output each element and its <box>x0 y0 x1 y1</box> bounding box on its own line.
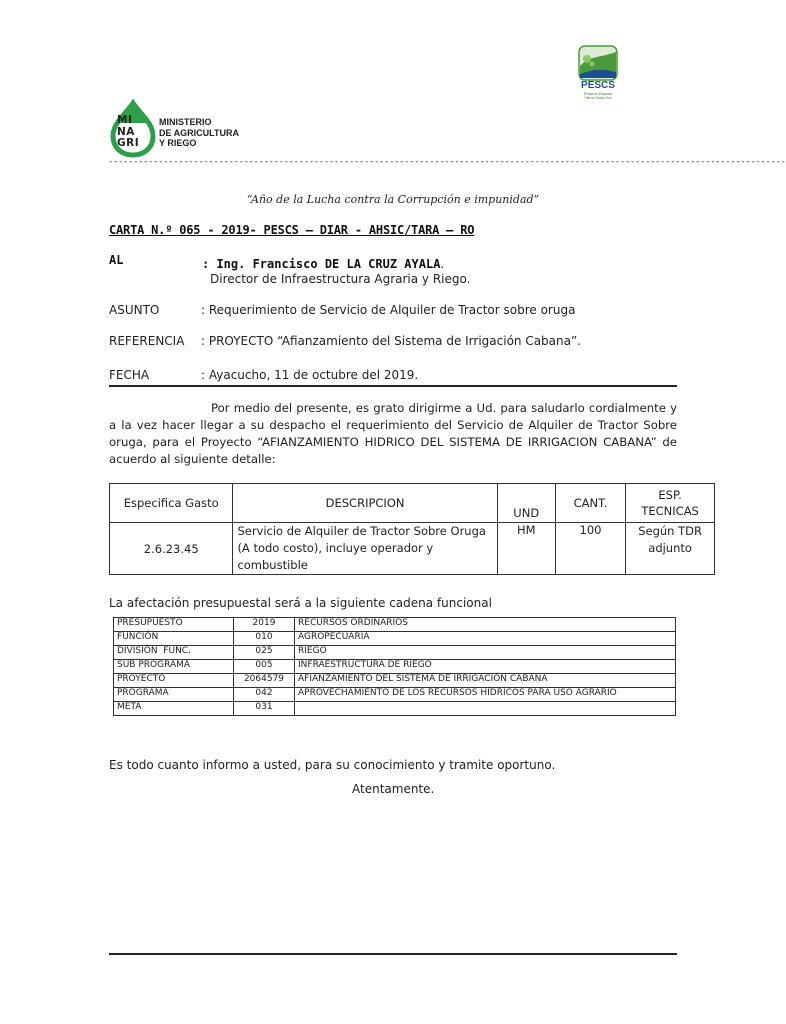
func-code: 025 <box>234 646 295 660</box>
fecha-value: : Ayacucho, 11 de octubre del 2019. <box>201 368 419 382</box>
func-label: PRESUPUESTO <box>114 618 234 632</box>
header-cant: CANT. <box>555 484 625 523</box>
functional-chain-table <box>113 617 676 716</box>
table-row <box>114 618 676 632</box>
body-paragraph: Por medio del presente, es grato dirigirme a Ud. para saludarlo cordialmente y a la vez hacer llegar a su despacho el requerimiento del Servicio de Alquiler de Tractor Sobre oruga, para el Proyecto “AFIANZAMIENTO HIDRICO DEL SISTEMA DE IRRIGACION CABANA” de acuerdo al siguiente detalle: <box>109 401 677 466</box>
header-esp-tecnicas: ESP. TECNICAS <box>626 484 715 523</box>
func-label: PROYECTO <box>114 674 234 688</box>
func-description: RIEGO <box>295 646 676 660</box>
func-code: 2019 <box>234 618 295 632</box>
table-row <box>114 632 676 646</box>
letter-number: CARTA N.º 065 - 2019- PESCS – DIAR - AHSIC/TARA – RO <box>109 223 475 237</box>
func-code: 042 <box>234 688 295 702</box>
atentamente-text: Atentamente. <box>352 782 435 796</box>
al-name-end: . <box>440 257 445 271</box>
header-und: UND <box>497 484 555 523</box>
referencia-label: REFERENCIA <box>109 334 185 348</box>
func-description <box>295 702 676 716</box>
cell-cant: 100 <box>555 523 625 575</box>
referencia-value: : PROYECTO “Afianzamiento del Sistema de Irrigación Cabana”. <box>201 334 582 348</box>
cell-especifica: 2.6.23.45 <box>110 523 233 575</box>
func-description: INFRAESTRUCTURA DE RIEGO <box>295 660 676 674</box>
table-row <box>114 646 676 660</box>
minagri-letters: MI NA GRI <box>117 114 140 149</box>
detail-table <box>109 483 715 575</box>
func-description: APROVECHAMIENTO DE LOS RECURSOS HÍDRICOS PARA USO AGRARIO <box>295 688 676 702</box>
detail-row <box>110 523 715 575</box>
ministry-name: MINISTERIO DE AGRICULTURA Y RIEGO <box>159 117 239 148</box>
al-name: : Ing. Francisco DE LA CRUZ AYALA <box>202 257 441 271</box>
afectacion-text: La afectación presupuestal será a la siguiente cadena funcional <box>109 596 492 610</box>
year-motto: “Año de la Lucha contra la Corrupción e impunidad” <box>246 193 540 206</box>
func-description: AGROPECUARIA <box>295 632 676 646</box>
func-code: 031 <box>234 702 295 716</box>
al-label: AL <box>109 253 124 267</box>
func-code: 010 <box>234 632 295 646</box>
func-label: FUNCIÓN <box>114 632 234 646</box>
header-especifica: Especifica Gasto <box>110 484 233 523</box>
asunto-value: : Requerimiento de Servicio de Alquiler de Tractor sobre oruga <box>201 303 576 317</box>
al-title: Director de Infraestructura Agraria y Riego. <box>210 272 471 286</box>
table-row <box>114 688 676 702</box>
func-description: RECURSOS ORDINARIOS <box>295 618 676 632</box>
cell-esp-tecnicas: Según TDR adjunto <box>626 523 715 575</box>
minagri-logo <box>107 101 247 161</box>
pescs-name: PESCS <box>581 80 615 91</box>
table-row <box>114 674 676 688</box>
dashed-separator: --------------------------------------------------------------------------------------------------------------------------------------- <box>108 157 786 167</box>
pescs-landscape-logo-icon <box>569 44 627 82</box>
asunto-label: ASUNTO <box>109 303 160 317</box>
header-descripcion: DESCRIPCION <box>233 484 497 523</box>
func-label: SUB PROGRAMA <box>114 660 234 674</box>
func-code: 2064579 <box>234 674 295 688</box>
func-label: PROGRAMA <box>114 688 234 702</box>
func-label: DIVISIÓN FUNC. <box>114 646 234 660</box>
func-label: META <box>114 702 234 716</box>
func-code: 005 <box>234 660 295 674</box>
cell-descripcion: Servicio de Alquiler de Tractor Sobre Oruga (A todo costo), incluye operador y combustible <box>233 523 497 575</box>
func-description: AFIANZAMIENTO DEL SISTEMA DE IRRIGACIÓN CABANA <box>295 674 676 688</box>
al-recipient <box>202 253 444 272</box>
closing-text: Es todo cuanto informo a usted, para su conocimiento y tramite oportuno. <box>109 758 556 772</box>
cell-und: HM <box>497 523 555 575</box>
pescs-logo <box>569 44 627 106</box>
footer-rule <box>109 953 677 955</box>
detail-header-row <box>110 484 715 523</box>
pescs-subtitle: Proyecto Especial Sierra Centro Sur <box>583 92 612 100</box>
header-rule <box>109 385 677 387</box>
fecha-label: FECHA <box>109 368 150 382</box>
table-row <box>114 660 676 674</box>
table-row <box>114 702 676 716</box>
